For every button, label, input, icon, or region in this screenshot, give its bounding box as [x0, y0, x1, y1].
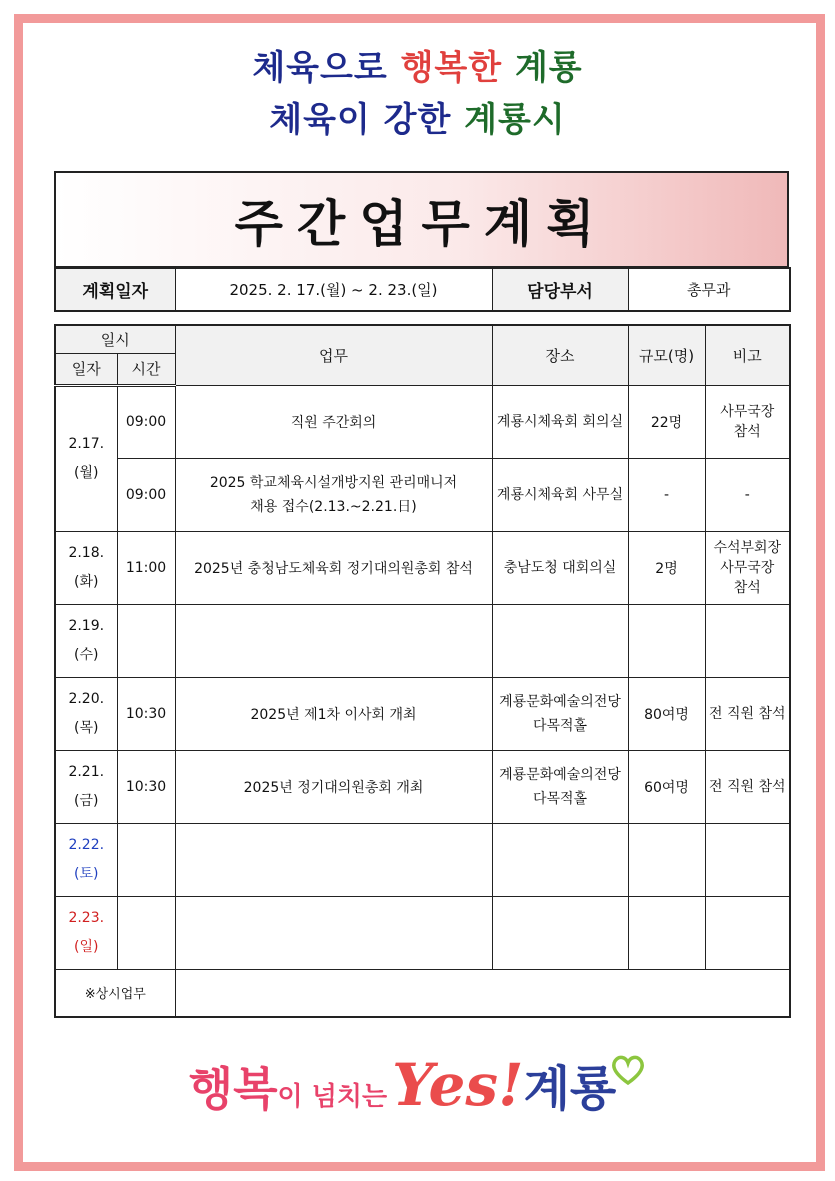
heart-icon — [610, 1054, 646, 1090]
title-text: 주간업무계획 — [234, 194, 609, 253]
task-cell — [175, 823, 492, 896]
task-text: 직원 주간회의 — [290, 414, 377, 431]
date-cell — [55, 750, 117, 823]
date-text: 2.20. — [68, 690, 105, 707]
date-text: 2.18. — [68, 544, 105, 561]
time-cell — [117, 823, 175, 896]
task-text: 2025 학교체육시설개방지원 관리매니저 — [209, 474, 458, 491]
date-text: 2.21. — [68, 763, 105, 780]
note-cell — [705, 677, 790, 750]
dow-text: (월) — [74, 464, 99, 481]
date-text: 2.22. — [68, 836, 105, 853]
table-row — [55, 750, 790, 823]
task-text: 2025년 충청남도체육회 정기대의원총회 참석 — [194, 560, 473, 577]
place-cell — [492, 531, 628, 604]
date-cell — [55, 531, 117, 604]
place-text: 다목적홀 — [532, 790, 588, 807]
table-row — [55, 969, 790, 1017]
task-cell — [175, 896, 492, 969]
header-task: 업무 — [175, 325, 492, 385]
task-text: 2025년 제1차 이사회 개최 — [250, 706, 417, 723]
note-cell — [705, 823, 790, 896]
task-cell — [175, 677, 492, 750]
plan-date-label: 계획일자 — [55, 268, 175, 311]
note-text: 참석 — [733, 423, 761, 440]
task-cell — [175, 385, 492, 458]
dow-text: (금) — [74, 792, 99, 809]
place-cell — [492, 458, 628, 531]
note-cell — [705, 531, 790, 604]
date-cell — [55, 896, 117, 969]
time-cell: 09:00 — [117, 385, 175, 458]
header-place: 장소 — [492, 325, 628, 385]
slogan-text: Yes! — [392, 1051, 524, 1119]
slogan-text: 체육으로 — [252, 48, 388, 88]
date-cell — [55, 823, 117, 896]
scale-cell: 80여명 — [628, 677, 705, 750]
header-note: 비고 — [705, 325, 790, 385]
place-cell — [492, 750, 628, 823]
table-row — [55, 823, 790, 896]
date-cell — [55, 677, 117, 750]
header-datetime: 일시 — [55, 325, 175, 353]
regular-task-cell — [175, 969, 790, 1017]
scale-cell: 60여명 — [628, 750, 705, 823]
header-date: 일자 — [55, 353, 117, 385]
date-text: 2.19. — [68, 617, 105, 634]
dow-text: (일) — [74, 938, 99, 955]
date-cell — [55, 385, 117, 531]
table-row — [55, 531, 790, 604]
plan-date-value: 2025. 2. 17.(월) ~ 2. 23.(일) — [175, 268, 492, 311]
dow-text: (화) — [74, 573, 99, 590]
slogan-line-1 — [0, 40, 835, 89]
place-text: 계룡시체육회 회의실 — [496, 413, 624, 430]
place-cell — [492, 385, 628, 458]
task-cell — [175, 750, 492, 823]
note-cell — [705, 750, 790, 823]
place-text: 계룡시체육회 사무실 — [496, 486, 624, 503]
note-text: 전 직원 참석 — [709, 705, 786, 722]
place-cell — [492, 896, 628, 969]
dow-text: (수) — [74, 646, 99, 663]
note-text: - — [744, 486, 750, 503]
table-row — [55, 458, 790, 531]
time-cell — [117, 604, 175, 677]
regular-task-label: ※상시업무 — [55, 969, 175, 1017]
scale-cell: 22명 — [628, 385, 705, 458]
scale-cell — [628, 823, 705, 896]
date-text: 2.17. — [68, 435, 105, 452]
slogan-text: 행복한 — [400, 48, 503, 88]
slogan-text: 계룡 — [523, 1061, 617, 1117]
note-cell — [705, 896, 790, 969]
note-text: 사무국장 — [720, 403, 775, 420]
date-text: 2.23. — [68, 909, 105, 926]
scale-cell — [628, 604, 705, 677]
header-scale: 규모(명) — [628, 325, 705, 385]
task-cell — [175, 458, 492, 531]
place-cell — [492, 823, 628, 896]
note-cell — [705, 385, 790, 458]
time-cell — [117, 896, 175, 969]
slogan-text: 이 넘치는 — [277, 1082, 388, 1112]
table-row — [55, 385, 790, 458]
note-cell — [705, 458, 790, 531]
date-cell — [55, 604, 117, 677]
place-text: 충남도청 대회의실 — [503, 559, 617, 576]
place-cell — [492, 677, 628, 750]
slogan-line-2 — [0, 92, 835, 141]
table-row — [55, 604, 790, 677]
task-cell — [175, 531, 492, 604]
slogan-text: 계룡시 — [464, 100, 566, 140]
scale-cell — [628, 896, 705, 969]
meta-table — [54, 267, 791, 312]
schedule-table — [54, 324, 791, 1018]
place-text: 계룡문화예술의전당 — [499, 693, 621, 710]
slogan-text: 행복 — [188, 1062, 278, 1116]
slogan-text: 계룡 — [514, 48, 583, 88]
document-title — [54, 171, 789, 267]
note-text: 수석부회장 — [713, 539, 782, 556]
scale-cell: - — [628, 458, 705, 531]
dept-value: 총무과 — [628, 268, 790, 311]
place-text: 계룡문화예술의전당 — [499, 766, 621, 783]
time-cell: 10:30 — [117, 750, 175, 823]
slogan-text: 체육이 강한 — [269, 100, 452, 140]
dow-text: (토) — [74, 865, 99, 882]
note-text: 참석 — [733, 579, 761, 596]
dept-label: 담당부서 — [492, 268, 628, 311]
time-cell: 10:30 — [117, 677, 175, 750]
table-row — [55, 896, 790, 969]
place-text: 다목적홀 — [532, 717, 588, 734]
time-cell: 09:00 — [117, 458, 175, 531]
scale-cell: 2명 — [628, 531, 705, 604]
header-time: 시간 — [117, 353, 175, 385]
note-text: 사무국장 — [720, 559, 775, 576]
place-cell — [492, 604, 628, 677]
dow-text: (목) — [74, 719, 99, 736]
table-row — [55, 677, 790, 750]
note-cell — [705, 604, 790, 677]
task-text: 2025년 정기대의원총회 개최 — [243, 779, 424, 796]
note-text: 전 직원 참석 — [709, 778, 786, 795]
time-cell: 11:00 — [117, 531, 175, 604]
task-text: 채용 접수(2.13.~2.21.日) — [250, 498, 417, 515]
bottom-slogan — [0, 1050, 835, 1119]
task-cell — [175, 604, 492, 677]
